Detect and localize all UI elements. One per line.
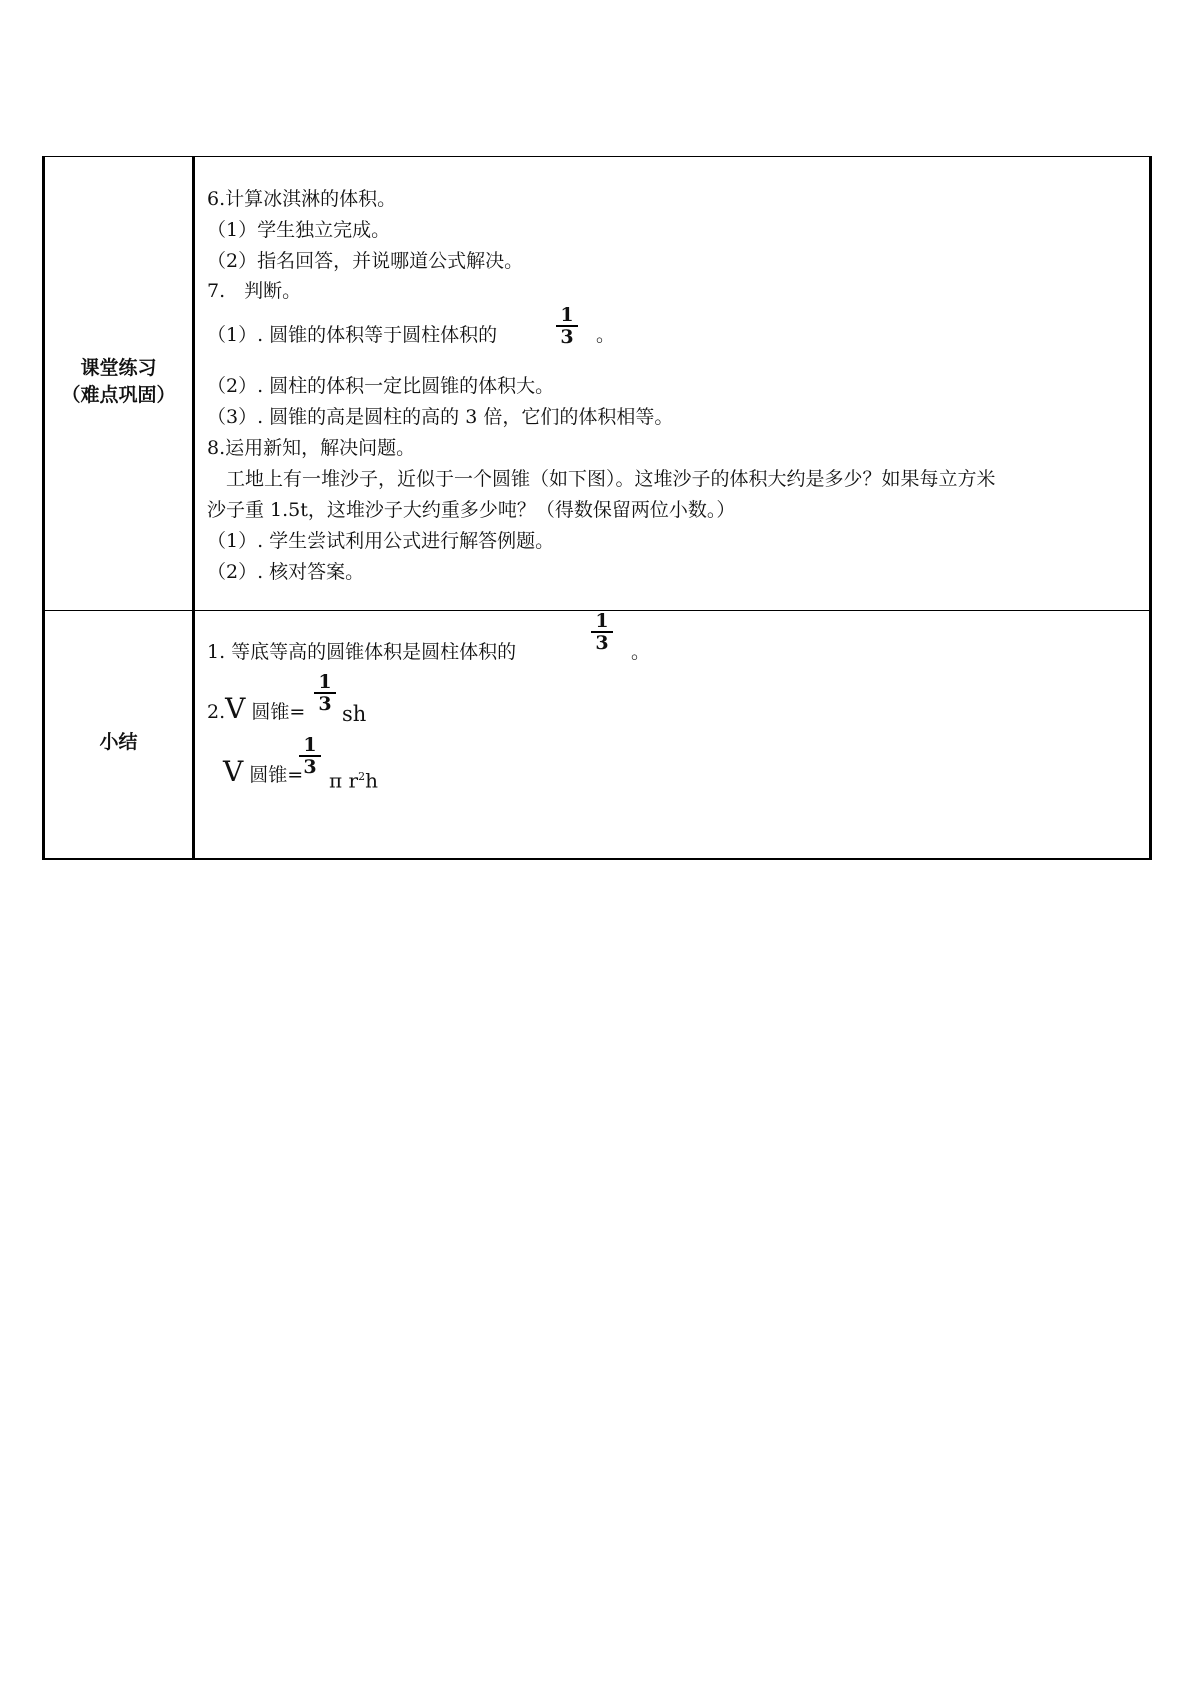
practice-line: 8.运用新知，解决问题。 (207, 437, 416, 459)
practice-line: （2）. 核对答案。 (207, 561, 365, 583)
fraction-one-third (556, 305, 578, 347)
practice-line: 工地上有一堆沙子，近似于一个圆锥（如下图）。这堆沙子的体积大约是多少？如果每立方米 (207, 468, 996, 490)
practice-line: （2）. 圆柱的体积一定比圆锥的体积大。 (207, 375, 555, 397)
cone-subscript: 圆锥= (249, 764, 304, 786)
summary-line-1: 1. 等底等高的圆锥体积是圆柱体积的 (207, 641, 517, 663)
practice-line: （1）学生独立完成。 (207, 219, 391, 241)
cone-subscript: 圆锥= (251, 701, 306, 723)
fraction-numerator: 1 (303, 734, 317, 756)
summary-line-1-end: 。 (631, 641, 651, 663)
column-divider (192, 157, 195, 858)
practice-line: （1）. 学生尝试利用公式进行解答例题。 (207, 530, 555, 552)
fraction-denominator: 3 (318, 693, 332, 715)
fraction-numerator: 1 (560, 304, 574, 326)
fraction-denominator: 3 (303, 756, 317, 778)
fraction-one-third (314, 672, 336, 714)
summary-label: 小结 (99, 731, 138, 753)
fraction-denominator: 3 (595, 632, 609, 654)
formula-number: 2. (207, 701, 226, 723)
practice-label-line2: （难点巩固） (61, 384, 176, 406)
formula-sh-term: sh (342, 702, 367, 726)
radius-symbol: r (348, 768, 359, 793)
fraction-one-third (299, 735, 321, 777)
practice-line: （2）指名回答，并说哪道公式解决。 (207, 250, 524, 272)
height-symbol: h (365, 768, 378, 793)
formula-pi-term (329, 765, 378, 793)
formula-sh (207, 692, 306, 725)
pi-symbol: π (329, 768, 343, 793)
practice-line-end: 。 (596, 324, 616, 346)
formula-pi-r2h (223, 755, 304, 788)
practice-line: （1）. 圆锥的体积等于圆柱体积的 (207, 324, 498, 346)
fraction-numerator: 1 (595, 610, 609, 632)
fraction-numerator: 1 (318, 671, 332, 693)
square-exponent: 2 (358, 770, 366, 783)
volume-symbol: V (223, 755, 244, 788)
practice-line: 7. 判断。 (207, 280, 302, 302)
lesson-table (42, 156, 1152, 860)
fraction-one-third (591, 611, 613, 653)
practice-label (45, 355, 192, 409)
practice-line: 6.计算冰淇淋的体积。 (207, 188, 397, 210)
practice-line: （3）. 圆锥的高是圆柱的高的 3 倍，它们的体积相等。 (207, 406, 674, 428)
practice-line: 沙子重 1.5t，这堆沙子大约重多少吨？（得数保留两位小数。） (207, 499, 736, 521)
fraction-denominator: 3 (560, 326, 574, 348)
volume-symbol: V (225, 692, 246, 725)
practice-label-line1: 课堂练习 (80, 357, 157, 379)
